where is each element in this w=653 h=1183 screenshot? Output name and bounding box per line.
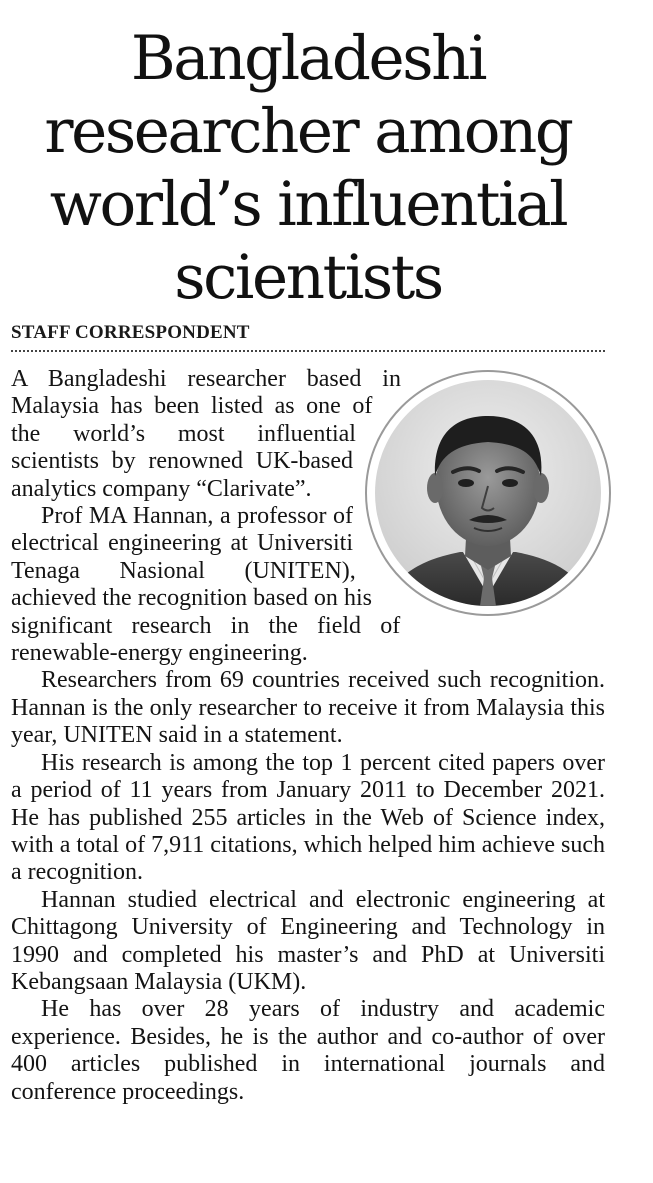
headline <box>11 0 605 314</box>
paragraph: Researchers from 69 countries received such recognition. Hannan is the only researcher to receive it from Malaysia this year, UNITEN said in a statement. <box>11 667 605 749</box>
paragraph: Hannan studied electrical and electronic engineering at Chittagong University of Engineering and Technology in 1990 and completed his master’s and PhD at Universiti Kebangsaan Malaysia (UKM). <box>11 886 605 995</box>
paragraph: His research is among the top 1 percent cited papers over a period of 11 years from January 2011 to December 2021. He has published 255 articles in the Web of Science index, with a total of 7,911 citations, which helped him achieve such a recognition. <box>11 749 605 886</box>
portrait-frame <box>359 370 615 652</box>
paragraph: A Bangladeshi researcher based in Malaysia has been listed as one of the world’s most influential scientists by renowned UK-based analytics company “Clarivate”. <box>11 366 401 502</box>
paragraph: Prof MA Hannan, a professor of electrical engineering at Universiti Tenaga Nasional (UNITEN), achieved the recognition based on his significant research in the field of renewable-energy engineering. <box>11 503 401 667</box>
paragraph: He has over 28 years of industry and academic experience. Besides, he is the author and co-author of over 400 articles published in international journals and conference proceedings. <box>11 996 605 1105</box>
dotted-divider <box>11 350 605 352</box>
headline-line-2: researcher among <box>44 96 572 167</box>
portrait-image <box>375 380 601 606</box>
headline-line-1: Bangladeshi <box>130 23 486 94</box>
byline: STAFF CORRESPONDENT <box>11 322 250 343</box>
headline-line-3: world’s influential <box>49 169 567 240</box>
article-body <box>11 366 605 1106</box>
portrait-photo <box>365 370 611 616</box>
news-clipping <box>11 0 605 1106</box>
headline-line-4: scientists <box>174 242 442 313</box>
